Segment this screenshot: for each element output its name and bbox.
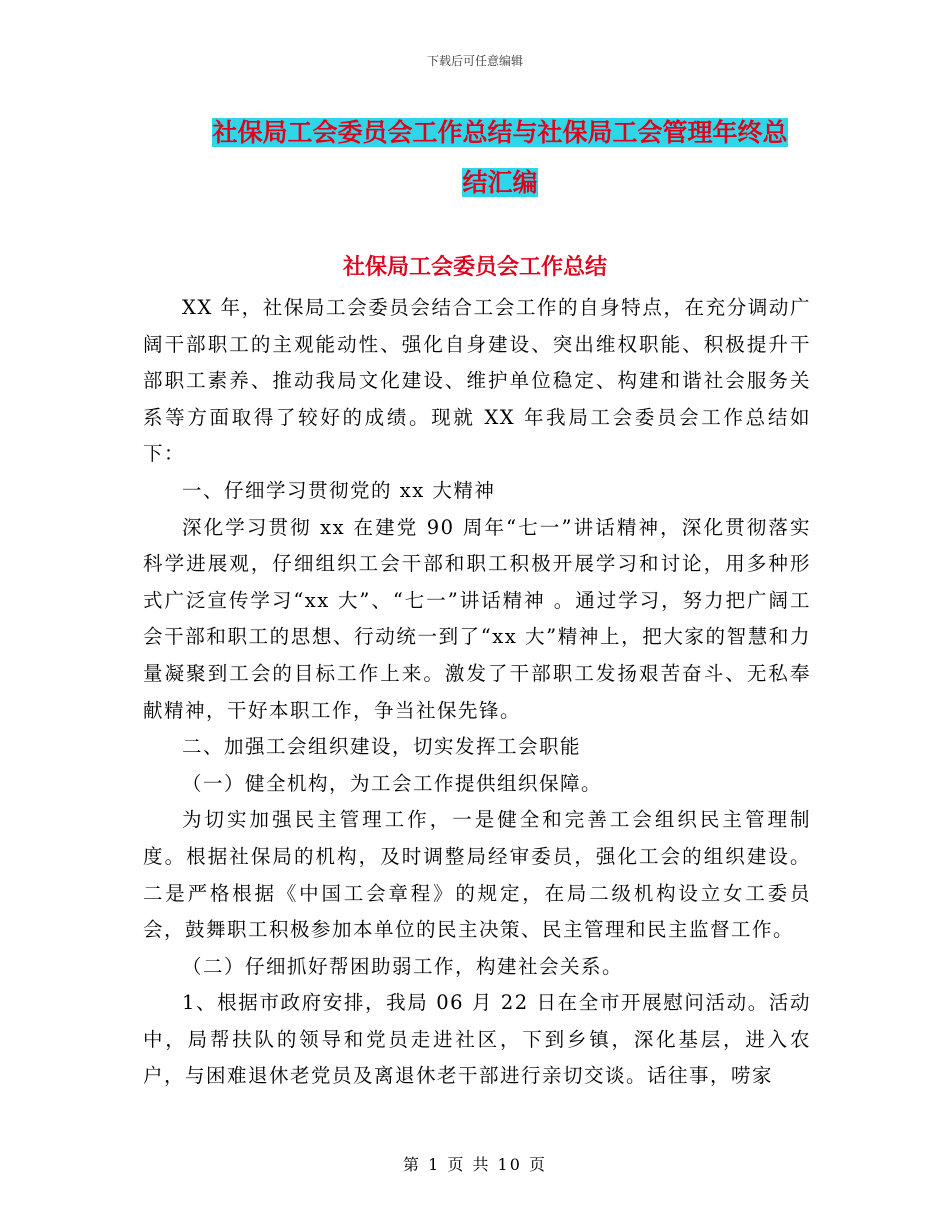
heading-2: 二、加强工会组织建设，切实发挥工会职能 <box>182 735 582 759</box>
paragraph: 1、根据市政府安排，我局 06 月 22 日在全市开展慰问活动。活动中，局帮扶队的领导和党员走进社区，下到乡镇，深化基层，进入农户，与困难退休老党员及离退休老干部进行亲切交谈。话往事，唠家 <box>143 991 811 1088</box>
document-title <box>190 108 810 208</box>
header-note: 下载后可任意编辑 <box>426 54 523 68</box>
paragraph: 为切实加强民主管理工作，一是健全和完善工会组织民主管理制度。根据社保局的机构，及时调整局经审委员，强化工会的组织建设。二是严格根据《中国工会章程》的规定，在局二级机构设立女工委员会，鼓舞职工积极参加本单位的民主决策、民主管理和民主监督工作。 <box>143 808 811 942</box>
heading-1: 一、仔细学习贯彻党的 xx 大精神 <box>182 478 496 502</box>
document-title-line-2: 结汇编 <box>462 168 538 197</box>
document-body <box>143 290 811 1095</box>
page-number: 第 1 页 共 10 页 <box>403 1155 547 1174</box>
paragraph-intro: XX 年，社保局工会委员会结合工会工作的自身特点，在充分调动广阔干部职工的主观能动性、强化自身建设、突出维权职能、积极提升干部职工素养、推动我局文化建设、维护单位稳定、构建和谐社会服务关系等方面取得了较好的成绩。现就 XX 年我局工会委员会工作总结如下： <box>143 296 811 466</box>
subheading-2: （二）仔细抓好帮困助弱工作，构建社会关系。 <box>182 954 624 978</box>
subheading-1: （一）健全机构，为工会工作提供组织保障。 <box>182 771 603 795</box>
paragraph: 深化学习贯彻 xx 在建党 90 周年“七一”讲话精神，深化贯彻落实科学进展观，仔细组织工会干部和职工积极开展学习和讨论，用多种形式广泛宣传学习“xx 大”、“七一”讲话精神 。通过学习，努力把广阔工会干部和职工的思想、行动统一到了“xx 大”精神上，把大家的智慧和力量凝聚到工会的目标工作上来。激发了干部职工发扬艰苦奋斗、无私奉献精神，干好本职工作，争当社保先锋。 <box>143 515 811 722</box>
section-title: 社保局工会委员会工作总结 <box>342 254 607 280</box>
document-title-line-1: 社保局工会委员会工作总结与社保局工会管理年终总 <box>212 118 788 147</box>
